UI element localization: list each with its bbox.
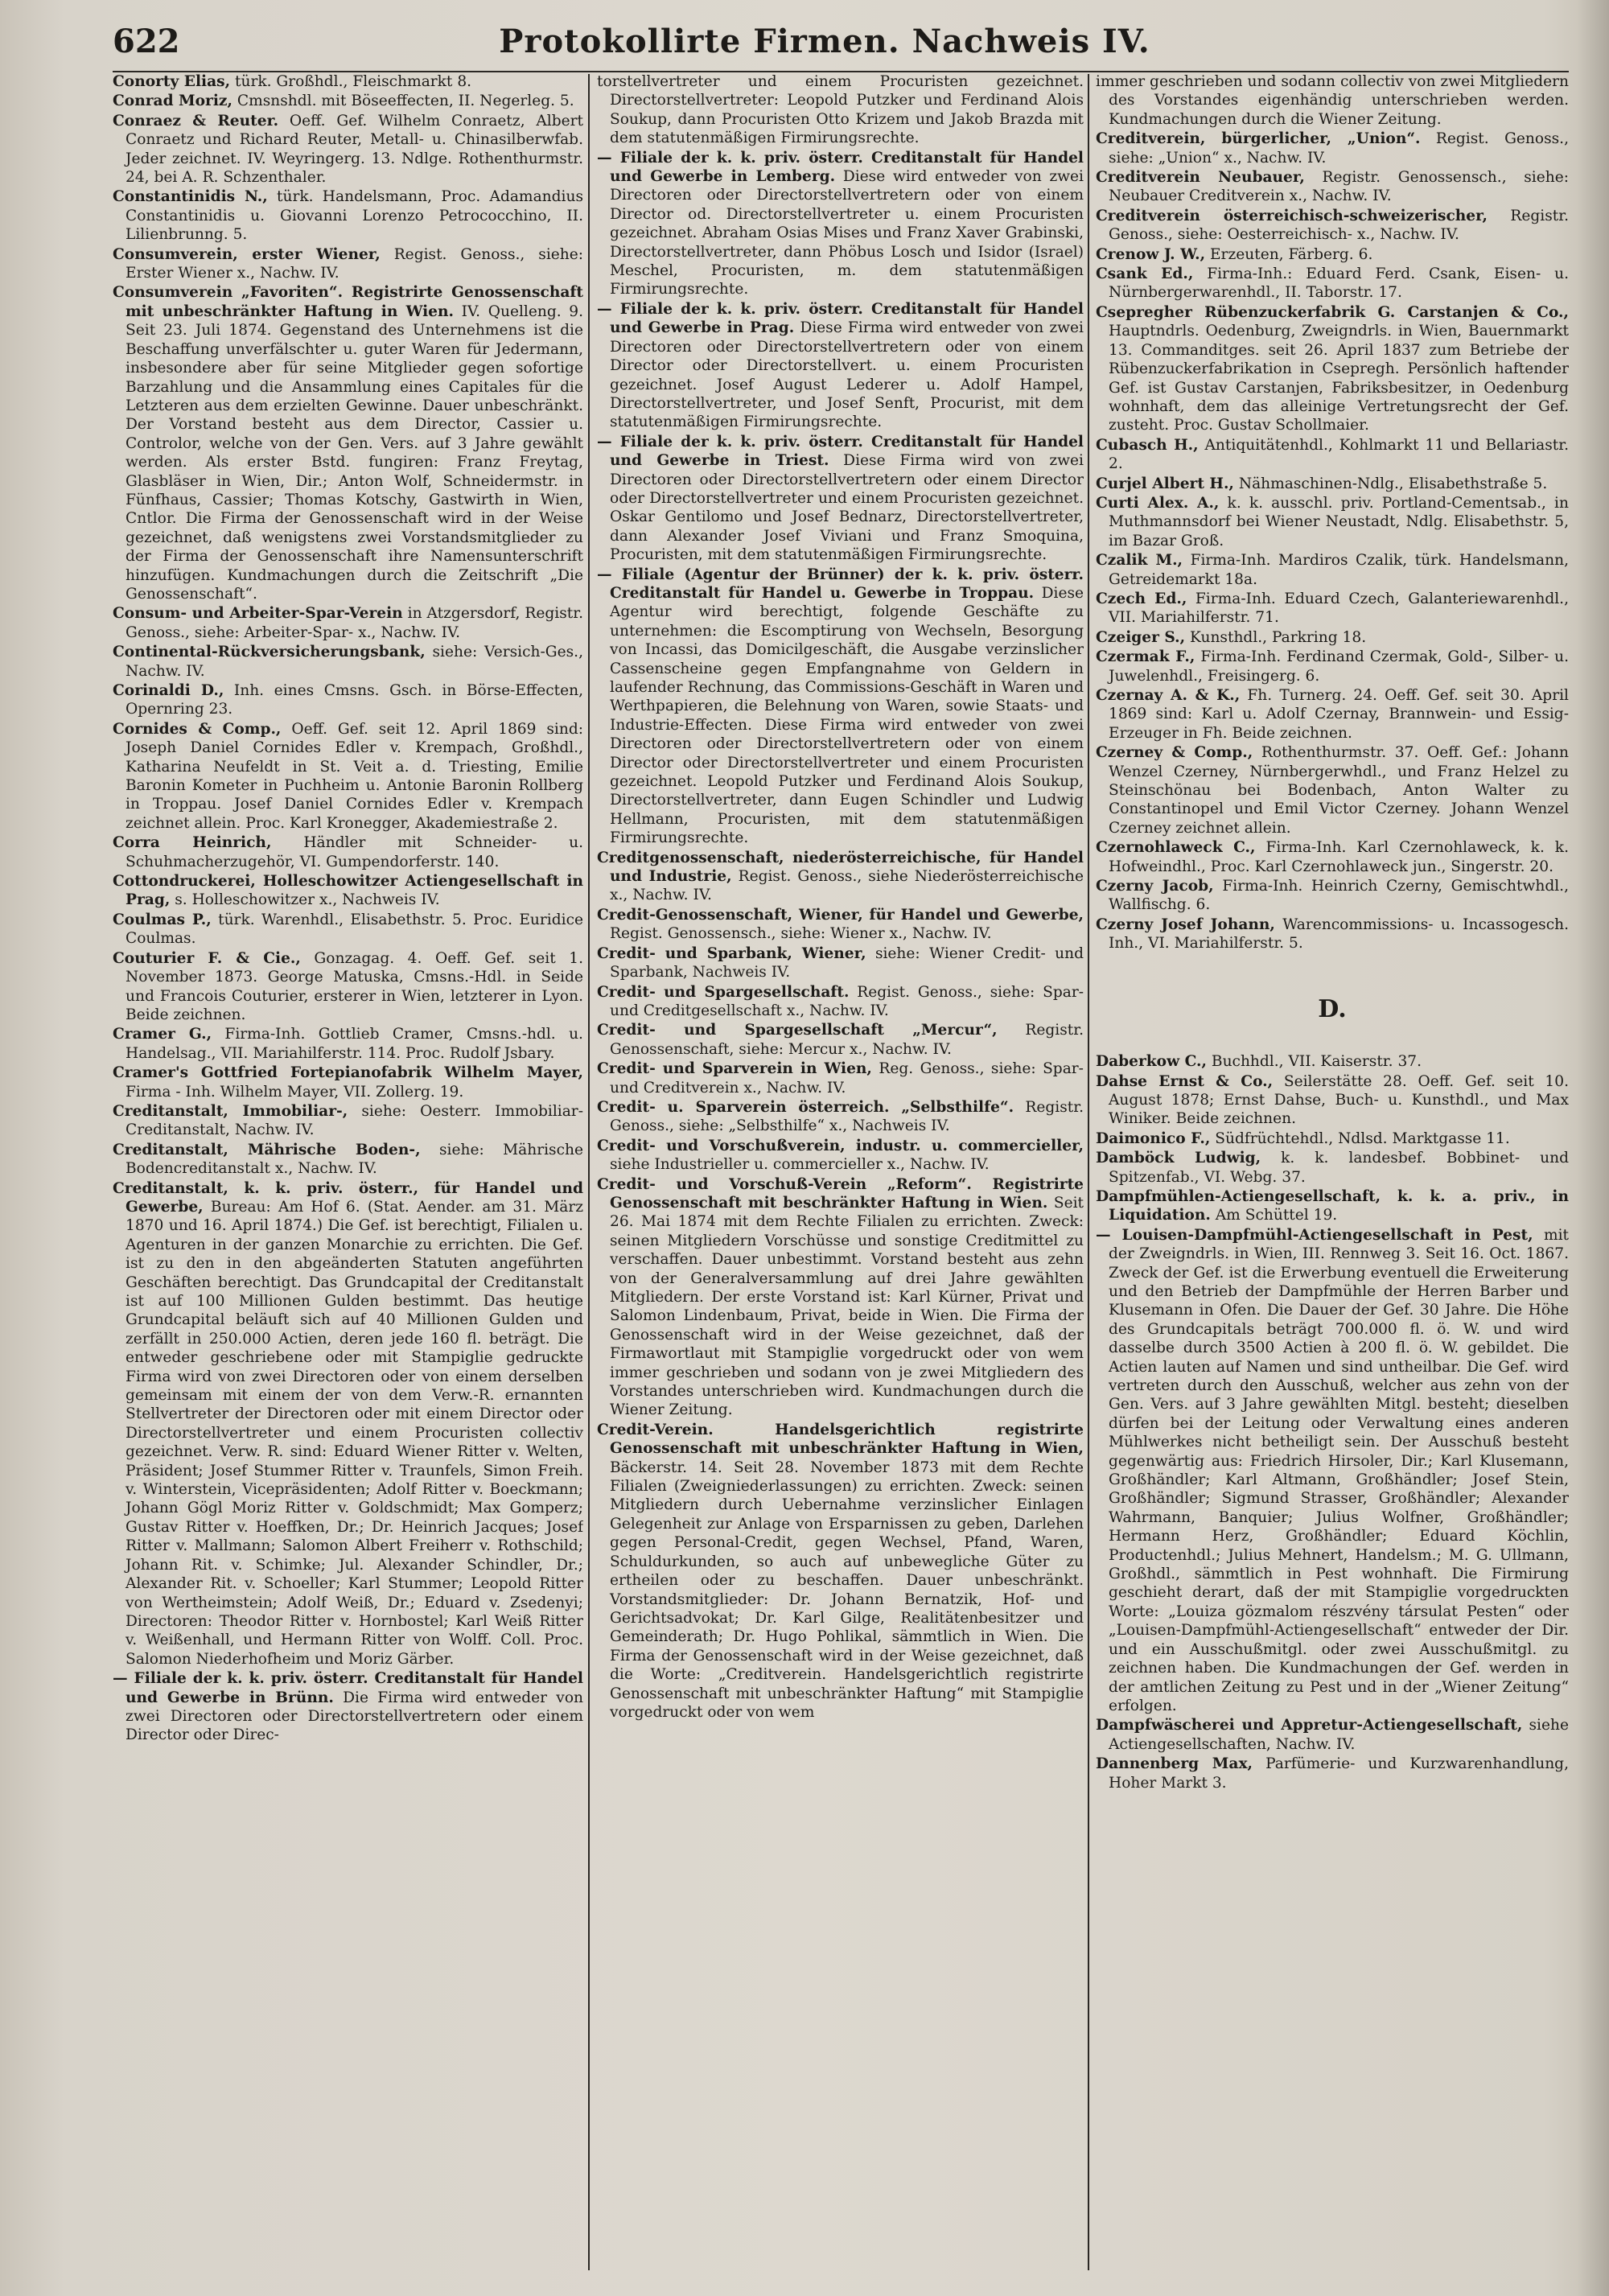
firm-entry xyxy=(1096,838,1569,876)
firm-details: Inh. eines Cmsns. Gsch. in Börse-Effecten, Opernring 23. xyxy=(126,682,583,718)
firm-details: Firma - Inh. Wilhelm Mayer, VII. Zollerg. 19. xyxy=(126,1083,464,1101)
firm-details: siehe Industrieller u. commercieller x., Nachw. IV. xyxy=(610,1156,990,1174)
firm-entry xyxy=(113,604,583,642)
firm-entry xyxy=(1096,1187,1569,1225)
firm-details: Nähmaschinen-Ndlg., Elisabethstraße 5. xyxy=(1238,475,1548,492)
firm-name: Credit- und Spargesellschaft „Mercur“, xyxy=(597,1022,998,1039)
firm-name: Consumverein, erster Wiener, xyxy=(113,245,381,263)
firm-details: Firma-Inh. Ferdinand Czermak, Gold-, Silber- u. Juwelenhdl., Freisingerg. 6. xyxy=(1109,648,1569,685)
firm-name: Csepregher Rübenzuckerfabrik G. Carstanjen & Co., xyxy=(1096,303,1569,321)
firm-name: Coulmas P., xyxy=(113,911,212,928)
firm-name: Corra Heinrich, xyxy=(113,834,272,852)
firm-entry xyxy=(113,72,583,91)
firm-details: Rothenthurmstr. 37. Oeff. Gef.: Johann Wenzel Czerney, Nürnbergerwhdl., und Franz Helzel zu Steinschönau bei Bodenbach, Anton Walter zu Constantinopel und Emil Victor Czerney. Johann Wenzel Czerney zeichnet allein. xyxy=(1109,744,1569,837)
firm-details: siehe Actiengesellschaften, Nachw. IV. xyxy=(1109,1717,1569,1753)
firm-details: Am Schüttel 19. xyxy=(1215,1207,1338,1224)
firm-details: Gonzagag. 4. Oeff. Gef. seit 1. November 1873. George Matuska, Cmsns.-Hdl. in Seide und Francois Couturier, ersterer in Wien, letzterer in Lyon. Beide zeichnen. xyxy=(126,949,583,1023)
firm-entry xyxy=(1096,1755,1569,1792)
firm-entry xyxy=(597,1098,1084,1136)
firm-entry xyxy=(113,949,583,1025)
firm-details: siehe: Wiener Credit- und Sparbank, Nachweis IV. xyxy=(610,944,1084,981)
firm-details: Regist. Genoss., siehe: Spar- und Creditgesellschaft x., Nachw. IV. xyxy=(610,983,1084,1019)
firm-details: Regist. Genossensch., siehe: Wiener x., Nachw. IV. xyxy=(610,925,992,943)
firm-details: Firma-Inh. Gottlieb Cramer, Cmsns.-hdl. u. Handelsag., VII. Mariahilferstr. 114. Proc. Rudolf Jsbary. xyxy=(126,1026,583,1062)
page-title: Protokollirte Firmen. Nachweis IV. xyxy=(499,23,1150,60)
firm-entry xyxy=(597,1175,1084,1420)
firm-entry xyxy=(597,149,1084,299)
firm-name: — Filiale (Agentur der Brünner) der k. k. priv. österr. Creditanstalt für Handel u. Gewerbe in Troppau. xyxy=(597,566,1084,602)
firm-entry xyxy=(1096,743,1569,837)
firm-details: Warencommissions- u. Incassogesch. Inh., VI. Mariahilferstr. 5. xyxy=(1109,916,1569,953)
firm-name: Cubasch H., xyxy=(1096,436,1199,454)
firm-entry xyxy=(113,187,583,244)
firm-name: Credit-Verein. Handelsgerichtlich registrirte Genossenschaft mit unbeschränkter Haftung in Wien, xyxy=(597,1421,1084,1458)
firm-name: Csank Ed., xyxy=(1096,265,1194,283)
firm-entry xyxy=(113,681,583,719)
page-header xyxy=(113,23,1537,72)
firm-name: Daberkow C., xyxy=(1096,1053,1207,1071)
firm-details: s. Holleschowitzer x., Nachweis IV. xyxy=(175,891,440,909)
firm-details: Antiquitätenhdl., Kohlmarkt 11 und Bellariastr. 2. xyxy=(1109,436,1569,473)
firm-details: Hauptndrls. Oedenburg, Zweigndrls. in Wien, Bauernmarkt 13. Commanditges. seit 26. April 1837 zum Betriebe der Rübenzuckerfabrikation in Csepregh. Persönlich haftender Gef. ist Gustav Carstanjen, Fabriksbesitzer, in Oedenburg wohnhaft, dem das alleinige Vertretungsrecht der Gef. zusteht. Proc. Gustav Schollmaier. xyxy=(1109,323,1569,434)
firm-name: Cramer G., xyxy=(113,1026,212,1043)
firm-name: Constantinidis N., xyxy=(113,188,268,206)
firm-entry xyxy=(1096,686,1569,743)
firm-name: Curti Alex. A., xyxy=(1096,494,1220,512)
firm-details: Bäckerstr. 14. Seit 28. November 1873 mit dem Rechte Filialen (Zweigniederlassungen) zu errichten. Zweck: seinen Mitgliedern durch Uebernahme verzinslicher Einlagen Gelegenheit zur Anlage von Ersparnissen zu geben, Darlehen gegen Personal-Credit, gegen Wechsel, Pfand, Waren, Schuldurkunden, so auch auf unbewegliche Güter zu ertheilen oder zu beschaffen. Dauer unbeschränkt. Vorstandsmitglieder: Dr. Johann Bernatzik, Hof- und Gerichtsadvokat; Dr. Karl Gilge, Realitätenbesitzer und Gemeinderath; Dr. Hugo Pohlikal, sämmtlich in Wien. Die Firma der Genossenschaft wird in der Weise gezeichnet, daß die Worte: „Creditverein. Handelsgerichtlich registrirte Genossenschaft mit unbeschränkter Haftung“ mit Stampiglie vorgedruckt oder von wem xyxy=(610,1459,1084,1721)
column-3 xyxy=(1096,72,1569,2269)
firm-entry xyxy=(1096,590,1569,627)
firm-name: Credit-Genossenschaft, Wiener, für Handel und Gewerbe, xyxy=(597,906,1084,924)
firm-name: Dampfmühlen-Actiengesellschaft, k. k. a. priv., in Liquidation. xyxy=(1096,1187,1569,1224)
firm-entry xyxy=(597,849,1084,905)
column-rule xyxy=(588,74,590,2270)
firm-name: Credit- und Sparverein in Wien, xyxy=(597,1060,872,1078)
firm-name: Czerny Josef Johann, xyxy=(1096,916,1275,933)
firm-entry xyxy=(1096,72,1569,129)
firm-entry xyxy=(1096,877,1569,915)
firm-details: Registr. Genoss., siehe: Oesterreichisch- x., Nachw. IV. xyxy=(1109,207,1569,244)
firm-entry xyxy=(113,833,583,871)
firm-name: Credit- und Sparbank, Wiener, xyxy=(597,944,866,962)
firm-entry xyxy=(113,1179,583,1669)
firm-entry xyxy=(597,433,1084,565)
firm-details: Firma-Inh. Mardiros Czalik, türk. Handelsmann, Getreidemarkt 18a. xyxy=(1109,552,1569,588)
firm-name: Credit- und Spargesellschaft. xyxy=(597,983,850,1001)
firm-details: Regist. Genoss., siehe Niederösterreichische x., Nachw. IV. xyxy=(610,868,1084,904)
column-rule xyxy=(1088,74,1089,2270)
firm-entry xyxy=(1096,551,1569,589)
firm-details: Erzeuten, Färberg. 6. xyxy=(1209,245,1373,263)
firm-entry xyxy=(1096,1149,1569,1187)
firm-details: Firma-Inh. Heinrich Czerny, Gemischtwhdl., Wallfischg. 6. xyxy=(1109,878,1569,914)
section-letter: D. xyxy=(1318,994,1347,1023)
firm-details: Firma-Inh. Eduard Czech, Galanteriewarenhdl., VII. Mariahilferstr. 71. xyxy=(1109,590,1569,627)
firm-details: Seilerstätte 28. Oeff. Gef. seit 10. August 1878; Ernst Dahse, Buch- u. Kunsthdl., und Max Winiker. Beide zeichnen. xyxy=(1109,1072,1569,1128)
firm-entry xyxy=(113,1025,583,1063)
firm-name: Cottondruckerei, Holleschowitzer Actiengesellschaft in Prag, xyxy=(113,873,583,909)
firm-name: Conorty Elias, xyxy=(113,73,231,90)
firm-name: Czermak F., xyxy=(1096,648,1195,666)
firm-entry xyxy=(113,112,583,187)
firm-entry xyxy=(1096,475,1569,493)
firm-details: in Atzgersdorf, Registr. Genoss., siehe: Arbeiter-Spar- x., Nachw. IV. xyxy=(126,605,583,641)
firm-details: siehe: Mährische Bodencreditanstalt x., Nachw. IV. xyxy=(126,1141,583,1178)
firm-details: Buchhdl., VII. Kaiserstr. 37. xyxy=(1211,1053,1422,1071)
firm-name: — Filiale der k. k. priv. österr. Creditanstalt für Handel und Gewerbe in Triest. xyxy=(597,433,1084,470)
firm-entry xyxy=(597,1421,1084,1722)
firm-name: Dampfwäscherei und Appretur-Actiengesellschaft, xyxy=(1096,1717,1523,1734)
firm-name: Creditverein, bürgerlicher, „Union“. xyxy=(1096,130,1421,148)
firm-details: türk. Handelsmann, Proc. Adamandius Constantinidis u. Giovanni Lorenzo Petrococchino, II. Lilienbrunng. 5. xyxy=(126,188,583,244)
firm-entry xyxy=(597,1021,1084,1059)
firm-name: Czernohlaweck C., xyxy=(1096,839,1256,857)
firm-details: siehe: Oesterr. Immobiliar-Creditanstalt, Nachw. IV. xyxy=(126,1102,583,1139)
firm-entry xyxy=(1096,628,1569,647)
firm-entry xyxy=(597,906,1084,944)
firm-entry xyxy=(597,72,1084,148)
firm-name: — Filiale der k. k. priv. österr. Creditanstalt für Handel und Gewerbe in Brünn. xyxy=(113,1670,583,1706)
firm-name: Dannenberg Max, xyxy=(1096,1755,1253,1773)
firm-details: torstellvertreter und einem Procuristen gezeichnet. Directorstellvertreter: Leopold Putzker und Ferdinand Alois Soukup, dann Procuristen Otto Krizem und Jakob Brazda mit dem statutenmäßigen Firmirungsrechte. xyxy=(597,73,1084,147)
firm-entry xyxy=(1096,436,1569,474)
firm-name: Crenow J. W., xyxy=(1096,245,1206,263)
firm-details: Regist. Genoss., siehe: Erster Wiener x., Nachw. IV. xyxy=(126,245,583,282)
firm-name: — Filiale der k. k. priv. österr. Creditanstalt für Handel und Gewerbe in Prag. xyxy=(597,300,1084,337)
firm-entry xyxy=(1096,916,1569,953)
firm-name: Curjel Albert H., xyxy=(1096,475,1234,492)
firm-entry xyxy=(113,92,583,110)
firm-details: mit der Zweigndrls. in Wien, III. Rennweg 3. Seit 16. Oct. 1867. Zweck der Gef. ist die Erwerbung eventuell die Erweiterung und den Betrieb der Dampfmühle der Herren Barber und Klusemann in Ofen. Die Dauer der Gef. 30 Jahre. Die Höhe des Grundcapitals beträgt 700.000 fl. ö. W. und wird dasselbe durch 3500 Actien à 200 fl. ö. W. gebildet. Die Actien lauten auf Namen und sind untheilbar. Die Gef. wird vertreten durch den Ausschuß, welcher aus zehn von der Gen. Vers. auf 3 Jahre gewählten Mitgl. besteht; dieselben dürfen bei der Leitung oder Verwaltung eines anderen Mühlwerkes nicht betheiligt sein. Der Ausschuß besteht gegenwärtig aus: Friedrich Hirsoler, Dir.; Karl Klusemann, Großhändler; Karl Altmann, Großhändler; Josef Stein, Großhändler; Sigmund Strasser, Großhändler; Alexander Wahrmann, Banquier; Julius Wolfner, Großhändler; Hermann Herz, Großhändler; Eduard Köchlin, Productenhdl.; Julius Mehnert, Handelsm.; M. G. Ullmann, Großhdl., sämmtlich in Pest wohnhaft. Die Firmirung geschieht derart, daß der mit Stampiglie vorgedruckten Worte: „Louiza gözmalom részvény társulat Pesten“ oder „Louisen-Dampfmühl-Actiengesellschaft“ entweder der Dir. und ein Ausschußmitgl. oder zwei Ausschußmitgl. zu zeichnen haben. Die Kundmachungen der Gef. werden in der amtlichen Zeitung zu Pest und in der „Wiener Zeitung“ erfolgen. xyxy=(1109,1226,1569,1714)
firm-name: Daimonico F., xyxy=(1096,1129,1211,1147)
firm-details: Cmsnshdl. mit Böseeffecten, II. Negerleg. 5. xyxy=(237,93,574,110)
firm-name: Czech Ed., xyxy=(1096,590,1187,607)
firm-entry xyxy=(597,300,1084,432)
firm-entry xyxy=(113,1102,583,1140)
firm-name: Dahse Ernst & Co., xyxy=(1096,1072,1274,1090)
firm-entry xyxy=(113,1669,583,1745)
firm-name: Credit- u. Sparverein österreich. „Selbsthilfe“. xyxy=(597,1098,1014,1116)
firm-details: Kunsthdl., Parkring 18. xyxy=(1190,628,1367,646)
firm-details: Fh. Turnerg. 24. Oeff. Gef. seit 30. April 1869 sind: Karl u. Adolf Czernay, Brannwein- und Essig-Erzeuger in Fh. Beide zeichnen. xyxy=(1109,687,1569,742)
firm-entry xyxy=(113,283,583,603)
firm-details: k. k. landesbef. Bobbinet- und Spitzenfab., VI. Webg. 37. xyxy=(1109,1150,1569,1186)
firm-details: Seit 26. Mai 1874 mit dem Rechte Filialen zu errichten. Zweck: seinen Mitgliedern Vorschüsse und sonstige Creditmittel zu verschaffen. Dauer unbestimmt. Vorstand besteht aus zehn von der Generalversammlung auf drei Jahre gewählten Mitgliedern. Der erste Vorstand ist: Karl Kürner, Privat und Salomon Lindenbaum, Privat, beide in Wien. Die Firma der Genossenschaft wird in der Weise gezeichnet, daß der Firmawortlaut mit Stampiglie vorgedruckt oder von wem immer geschrieben und sodann von je zwei Mitgliedern des Vorstandes unterschrieben wird. Kundmachungen durch die Wiener Zeitung. xyxy=(610,1194,1084,1419)
firm-entry xyxy=(113,1141,583,1179)
firm-name: Czerney & Comp., xyxy=(1096,744,1253,762)
page-number: 622 xyxy=(113,23,180,60)
firm-details: IV. Quelleng. 9. Seit 23. Juli 1874. Gegenstand des Unternehmens ist die Beschaffung unverfälschter u. guter Waren für Jedermann, insbesondere aber für seine Mitglieder gegen sofortige Barzahlung und die Ansammlung eines Capitales für die Letzteren aus dem erzielten Gewinne. Dauer unbeschränkt. Der Vorstand besteht aus dem Director, Cassier u. Controlor, welche von der Gen. Vers. auf 3 Jahre gewählt werden. Als erster Bstd. fungiren: Franz Freytag, Glasbläser in Wien, Dir.; Anton Wolf, Schneidermstr. in Fünfhaus, Cassier; Thomas Kotschy, Gastwirth in Wien, Cntlor. Die Firma der Genossenschaft wird in der Weise gezeichnet, daß wenigstens zwei Vorstandsmitglieder zu der Firma der Genossenschaft ihre Namensunterschrift hinzufügen. Kundmachungen durch die Zeitschrift „Die Genossenschaft“. xyxy=(126,302,583,603)
firm-name: Damböck Ludwig, xyxy=(1096,1150,1261,1167)
firm-name: Creditverein österreichisch-schweizerischer, xyxy=(1096,207,1488,224)
firm-name: Couturier F. & Cie., xyxy=(113,949,301,967)
firm-entry xyxy=(1096,494,1569,550)
firm-name: Cramer's Gottfried Fortepianofabrik Wilhelm Mayer, xyxy=(113,1064,583,1082)
firm-details: Firma-Inh.: Eduard Ferd. Csank, Eisen- u. Nürnbergerwarenhdl., II. Taborstr. 17. xyxy=(1109,265,1569,302)
firm-details: Diese wird entweder von zwei Directoren oder Directorstellvertretern oder von einem Director od. Directorstellvertreter u. einem Procuristen gezeichnet. Abraham Osias Mises und Franz Xaver Grabinski, Directorstellvertreter, dann Phöbus Losch und Isidor (Israel) Meschel, Procuristen, m. dem statutenmäßigen Firmirungsrechte. xyxy=(610,168,1084,298)
firm-entry xyxy=(597,566,1084,848)
firm-details: Reg. Genoss., siehe: Spar- und Creditverein x., Nachw. IV. xyxy=(610,1060,1084,1097)
firm-name: Credit- und Vorschuß-Verein „Reform“. Registrirte Genossenschaft mit beschränkter Haftung in Wien. xyxy=(597,1175,1084,1212)
firm-entry xyxy=(113,643,583,681)
firm-name: Czernay A. & K., xyxy=(1096,687,1241,704)
firm-details: Diese Firma wird entweder von zwei Directoren oder Directorstellvertretern oder von einem Director oder Directorstellvert. u. einem Procuristen gezeichnet. Josef August Lederer u. Adolf Hampel, Directorstellvertreter, und Josef Senft, Procurist, mit dem statutenmäßigen Firmirungsrechte. xyxy=(610,319,1084,431)
firm-entry xyxy=(1096,245,1569,264)
firm-name: Czerny Jacob, xyxy=(1096,878,1214,895)
firm-entry xyxy=(1096,1226,1569,1716)
firm-details: Regist. Genoss., siehe: „Union“ x., Nachw. IV. xyxy=(1109,130,1569,167)
firm-name: Corinaldi D., xyxy=(113,682,224,699)
firm-entry xyxy=(1096,168,1569,206)
firm-details: türk. Großhdl., Fleischmarkt 8. xyxy=(235,73,472,90)
firm-details: Oeff. Gef. seit 12. April 1869 sind: Joseph Daniel Cornides Edler v. Krempach, Großhdl., Katharina Neufeldt in St. Veit a. d. Triesting, Emilie Baronin Kometer in Puchheim u. Antonie Baronin Rollberg in Troppau. Josef Daniel Cornides Edler v. Krempach zeichnet allein. Proc. Karl Kronegger, Akademiestraße 2. xyxy=(126,720,583,832)
firm-name: Cornides & Comp., xyxy=(113,720,282,738)
firm-details: Südfrüchtehdl., Ndlsd. Marktgasse 11. xyxy=(1215,1129,1510,1147)
firm-entry xyxy=(1096,207,1569,245)
firm-name: Czeiger S., xyxy=(1096,628,1186,646)
firm-name: Consumverein „Favoriten“. Registrirte Genossenschaft mit unbeschränkter Haftung in Wien. xyxy=(113,284,583,320)
firm-details: Firma-Inh. Karl Czernohlaweck, k. k. Hofweindhl., Proc. Karl Czernohlaweck jun., Singerstr. 20. xyxy=(1109,839,1569,875)
firm-entry xyxy=(113,720,583,833)
firm-entry xyxy=(1096,648,1569,685)
firm-entry xyxy=(1096,303,1569,435)
firm-entry xyxy=(597,944,1084,982)
page-edge-shadow xyxy=(1577,0,1609,2296)
firm-entry xyxy=(113,245,583,283)
firm-entry xyxy=(1096,1716,1569,1754)
firm-details: Parfümerie- und Kurzwarenhandlung, Hoher Markt 3. xyxy=(1109,1755,1569,1792)
firm-details: türk. Warenhdl., Elisabethstr. 5. Proc. Euridice Coulmas. xyxy=(126,911,583,948)
firm-entry xyxy=(113,911,583,948)
firm-details: Registr. Genossenschaft, siehe: Mercur x., Nachw. IV. xyxy=(610,1022,1084,1058)
firm-name: Creditanstalt, Mährische Boden-, xyxy=(113,1141,421,1158)
firm-name: Consum- und Arbeiter-Spar-Verein xyxy=(113,605,403,623)
firm-entry xyxy=(597,983,1084,1021)
firm-details: Bureau: Am Hof 6. (Stat. Aender. am 31. März 1870 und 16. April 1874.) Die Gef. ist berechtigt, Filialen u. Agenturen in der ganzen Monarchie zu errichten. Die Gef. ist zu den in den abgeänderten Statuten angeführten Geschäften berechtigt. Das Grundcapital der Creditanstalt ist auf 100 Millionen Gulden bestimmt. Das heutige Grundcapital beläuft sich auf 40 Millionen Gulden und zerfällt in 250.000 Actien, deren jede 160 fl. beträgt. Die entweder geschriebene oder mit Stampiglie gedruckte Firma wird von zwei Directoren oder von einem derselben gemeinsam mit einem der von dem Verw.-R. ernannten Stellvertreter der Directoren oder mit einem Director oder Directorstellvertreter und einem Procuristen collectiv gezeichnet. Verw. R. sind: Eduard Wiener Ritter v. Welten, Präsident; Josef Stummer Ritter v. Traunfels, Simon Freih. v. Winterstein, Vicepräsidenten; Adolf Ritter v. Boeckmann; Johann Gögl Moriz Ritter v. Goldschmidt; Max Gomperz; Gustav Ritter v. Hoeffken, Dr.; Dr. Heinrich Jacques; Josef Ritter v. Mallmann; Salomon Albert Freiherr v. Rothschild; Johann Rit. v. Schimke; Jul. Alexander Schindler, Dr.; Alexander Rit. v. Schoeller; Karl Stummer; Leopold Ritter von Wertheimstein; Adolf Weiß, Dr.; Eduard v. Zsedenyi; Directoren: Theodor Ritter v. Hornbostel; Karl Weiß Ritter v. Weißenhall, und Hermann Ritter von Wolff. Coll. Proc. Salomon Niederhofheim und Moriz Gärber. xyxy=(126,1198,583,1668)
firm-entry xyxy=(113,872,583,910)
firm-details: Händler mit Schneider- u. Schuhmacherzugehör, VI. Gumpendorferstr. 140. xyxy=(126,834,583,870)
firm-details: Diese Agentur wird berechtigt, folgende Geschäfte zu unternehmen: die Escomptirung von Wechseln, Besorgung von Incassi, das Domicilgeschäft, die Ausgabe verzinslicher Cassenscheine gegen Empfangnahme von Geldern in laufender Rechnung, das Commissions-Geschäft in Waren und Werthpapieren, die Belehnung von Waren, sowie Staats- und Industrie-Effecten. Diese Firma wird entweder von zwei Directoren oder Directorstellvertretern oder von einem Director oder Directorstellvertreter und einem Procuristen gezeichnet. Leopold Putzker und Ferdinand Alois Soukup, Directorstellvertreter, dann Eugen Schindler und Ludwig Hellmann, Procuristen, mit dem statutenmäßigen Firmirungsrechte. xyxy=(610,584,1084,847)
firm-details: Die Firma wird entweder von zwei Directoren oder Directorstellvertretern oder einem Director oder Direc- xyxy=(126,1689,583,1744)
firm-entry xyxy=(1096,265,1569,302)
firm-entry xyxy=(1096,1129,1569,1148)
firm-details: immer geschrieben und sodann collectiv von zwei Mitgliedern des Vorstandes eigenhändig unterschrieben werden. Kundmachungen durch die Wiener Zeitung. xyxy=(1096,73,1569,128)
firm-name: Credit- und Vorschußverein, industr. u. commercieller, xyxy=(597,1137,1084,1154)
firm-entry xyxy=(597,1060,1084,1097)
firm-entry xyxy=(597,1137,1084,1175)
firm-details: Registr. Genoss., siehe: „Selbsthilfe“ x., Nachweis IV. xyxy=(610,1098,1084,1135)
firm-name: Creditanstalt, Immobiliar-, xyxy=(113,1102,348,1120)
firm-name: Creditverein Neubauer, xyxy=(1096,169,1305,187)
column-2 xyxy=(597,72,1084,2269)
firm-details: siehe: Versich-Ges., Nachw. IV. xyxy=(126,644,583,680)
firm-name: — Filiale der k. k. priv. österr. Creditanstalt für Handel und Gewerbe in Lemberg. xyxy=(597,149,1084,186)
firm-entry xyxy=(1096,130,1569,167)
firm-entry xyxy=(113,1064,583,1101)
firm-entry xyxy=(1096,1072,1569,1129)
firm-name: Creditgenossenschaft, niederösterreichische, für Handel und Industrie, xyxy=(597,849,1084,886)
firm-entry xyxy=(1096,1052,1569,1071)
firm-name: Continental-Rückversicherungsbank, xyxy=(113,644,426,661)
firm-name: Creditanstalt, k. k. priv. österr., für Handel und Gewerbe, xyxy=(113,1179,583,1216)
firm-details: Oeff. Gef. Wilhelm Conraetz, Albert Conraetz und Richard Reuter, Metall- u. Chinasilberwfab. Jeder zeichnet. IV. Weyringerg. 13. Ndlge. Rothenthurmstr. 24, bei A. R. Schzenthaler. xyxy=(126,112,583,187)
firm-name: Conraez & Reuter. xyxy=(113,112,279,130)
firm-details: k. k. ausschl. priv. Portland-Cementsab., in Muthmannsdorf bei Wiener Neustadt, Ndlg. Elisabethstr. 5, im Bazar Groß. xyxy=(1109,494,1569,549)
firm-name: Czalik M., xyxy=(1096,552,1183,570)
firm-details: Registr. Genossensch., siehe: Neubauer Creditverein x., Nachw. IV. xyxy=(1109,169,1569,205)
firm-name: Conrad Moriz, xyxy=(113,93,233,110)
column-1 xyxy=(113,72,583,2269)
firm-details: Diese Firma wird von zwei Directoren oder Directorstellvertretern oder einem Director oder Directorstellvertreter und einem Procuristen gezeichnet. Oskar Gentilomo und Josef Bednarz, Directorstellvertreter, dann Alexander Josef Viviani und Franz Smoquina, Procuristen, mit dem statutenmäßigen Firmirungsrechte. xyxy=(610,452,1084,564)
firm-name: — Louisen-Dampfmühl-Actiengesellschaft in Pest, xyxy=(1096,1226,1533,1244)
